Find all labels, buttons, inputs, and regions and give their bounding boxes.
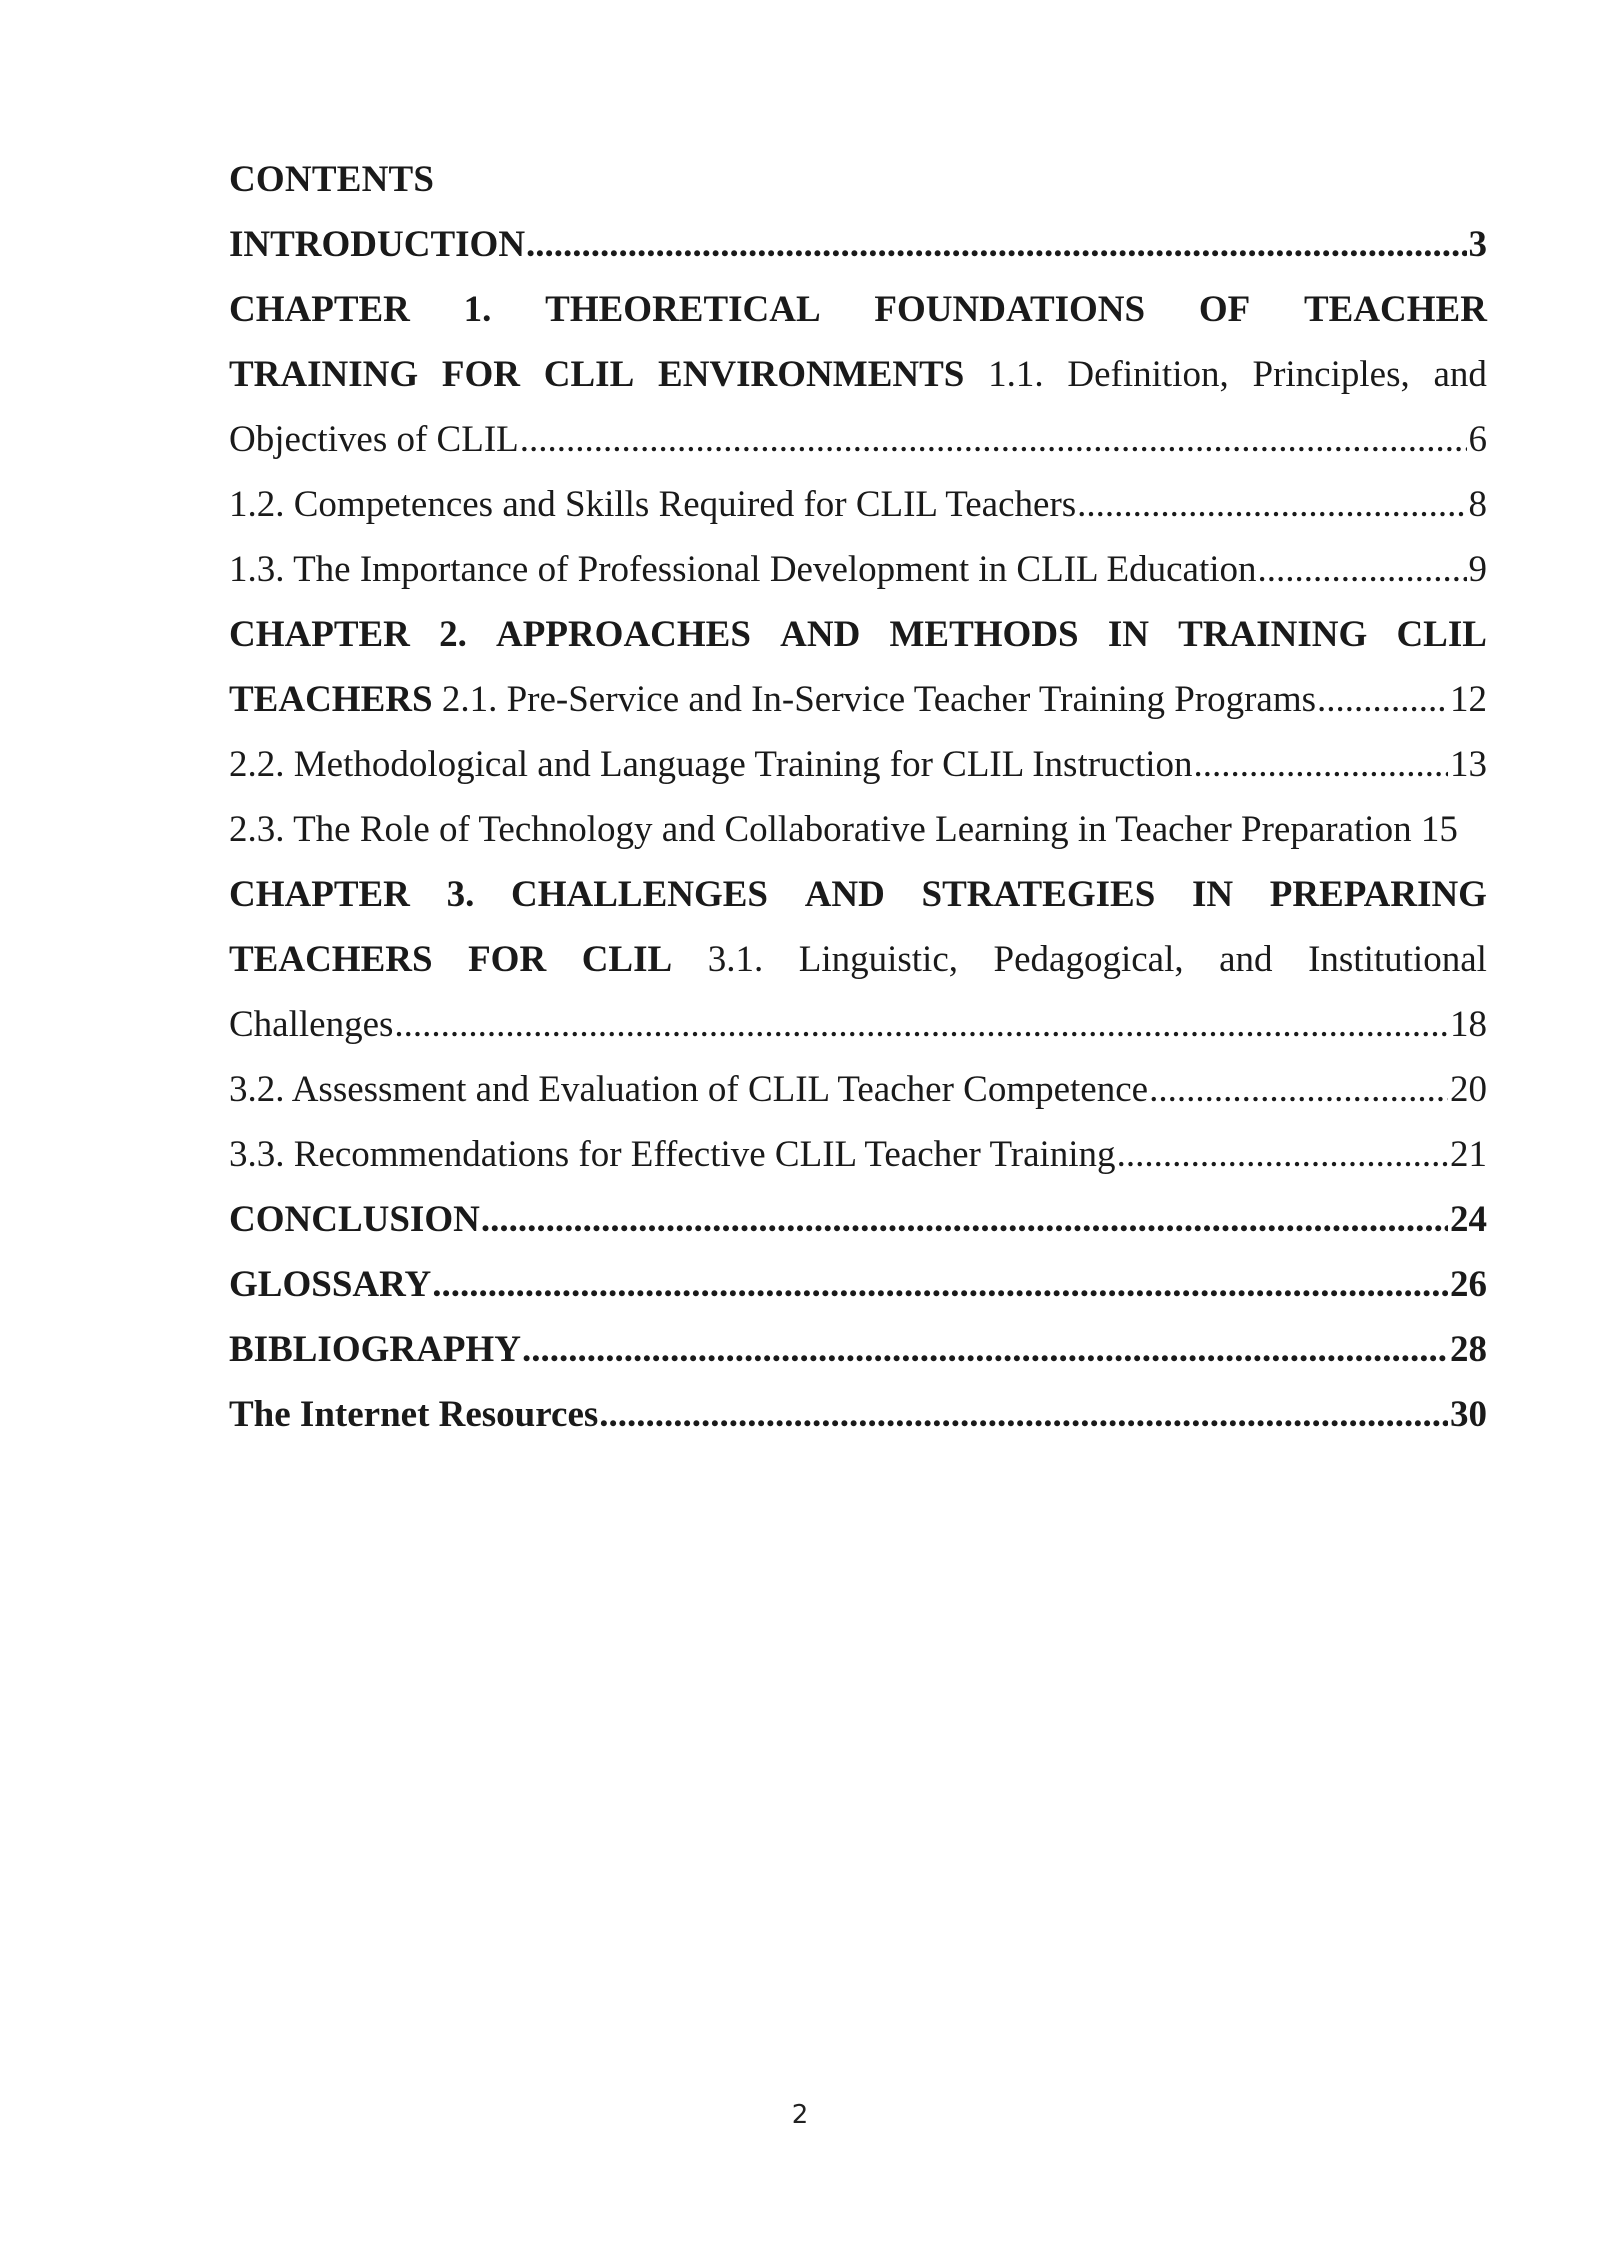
section-label: 2.1. Pre-Service and In-Service Teacher Training Programs [432, 679, 1317, 720]
toc-entry-glossary[interactable] [229, 1252, 1487, 1317]
toc-entry-page: 24 [1450, 1199, 1487, 1240]
title-word: CHAPTER [229, 874, 410, 915]
section-word: 3.1. [707, 939, 764, 980]
dot-leader [481, 1187, 1448, 1252]
dot-leader [599, 1382, 1448, 1447]
dot-leader [1077, 472, 1466, 537]
section-word: Linguistic, [798, 939, 959, 980]
toc-entry-page: 20 [1450, 1069, 1487, 1110]
toc-entry-2-2[interactable] [229, 732, 1487, 797]
title-word: 2. [439, 614, 467, 655]
toc-entry-3-1[interactable] [229, 992, 1487, 1057]
toc-entry-label: 3.3. Recommendations for Effective CLIL Teacher Training [229, 1134, 1116, 1175]
table-of-contents [229, 147, 1487, 1447]
title-word: FOUNDATIONS [874, 289, 1146, 330]
section-word: Definition, [1067, 354, 1229, 395]
dot-leader [394, 992, 1448, 1057]
toc-entry-label: INTRODUCTION [229, 224, 526, 265]
toc-entry-label: 1.2. Competences and Skills Required for CLIL Teachers [229, 484, 1077, 525]
chapter-2-title-end: TEACHERS [229, 679, 433, 720]
title-word: TRAINING [229, 354, 419, 395]
toc-entry-3-2[interactable] [229, 1057, 1487, 1122]
title-word: AND [804, 874, 885, 915]
title-word: IN [1191, 874, 1234, 915]
toc-entry-3-3[interactable] [229, 1122, 1487, 1187]
toc-entry-page: 6 [1468, 419, 1487, 460]
dot-leader [432, 1252, 1448, 1317]
toc-entry-conclusion[interactable] [229, 1187, 1487, 1252]
section-word: Principles, [1252, 354, 1410, 395]
dot-leader [526, 212, 1466, 277]
section-word: and [1219, 939, 1273, 980]
title-word: CLIL [1396, 614, 1487, 655]
title-word: CHALLENGES [511, 874, 769, 915]
toc-entry-page: 3 [1468, 224, 1487, 265]
toc-entry-label: Objectives of CLIL [229, 419, 519, 460]
title-word: 3. [446, 874, 475, 915]
toc-entry-page: 13 [1450, 744, 1487, 785]
toc-entry-label: BIBLIOGRAPHY [229, 1329, 521, 1370]
toc-entry-1-1[interactable] [229, 407, 1487, 472]
title-word: PREPARING [1269, 874, 1487, 915]
chapter-1-title-line-1[interactable] [229, 277, 1487, 342]
chapter-2-title-line-1[interactable] [229, 602, 1487, 667]
title-word: ENVIRONMENTS [658, 354, 965, 395]
title-word: IN [1107, 614, 1149, 655]
toc-entry-page: 30 [1450, 1394, 1487, 1435]
dot-leader [1258, 537, 1467, 602]
toc-entry-label: The Internet Resources [229, 1394, 599, 1435]
dot-leader [520, 407, 1467, 472]
title-word: METHODS [889, 614, 1079, 655]
title-word: CLIL [581, 939, 673, 980]
toc-entry-page: 9 [1468, 549, 1487, 590]
section-word: Pedagogical, [993, 939, 1184, 980]
toc-entry-label [229, 667, 1316, 732]
dot-leader [1117, 1122, 1448, 1187]
section-word: Institutional [1308, 939, 1487, 980]
chapter-1-title-line-2[interactable] [229, 342, 1487, 407]
title-word: TEACHER [1303, 289, 1487, 330]
toc-entry-page: 18 [1450, 1004, 1487, 1045]
dot-leader [1317, 667, 1448, 732]
dot-leader [1194, 732, 1448, 797]
dot-leader [1149, 1057, 1448, 1122]
chapter-3-title-line-1[interactable] [229, 862, 1487, 927]
toc-entry-label: 3.2. Assessment and Evaluation of CLIL Teacher Competence [229, 1069, 1149, 1110]
toc-entry-1-3[interactable] [229, 537, 1487, 602]
toc-entry-label: 2.2. Methodological and Language Training for CLIL Instruction [229, 744, 1193, 785]
title-word: TRAINING [1178, 614, 1368, 655]
toc-entry-label: CONCLUSION [229, 1199, 480, 1240]
toc-entry-2-1[interactable] [229, 667, 1487, 732]
dot-leader [522, 1317, 1448, 1382]
toc-entry-page: 12 [1450, 679, 1487, 720]
title-word: OF [1198, 289, 1251, 330]
title-word: CHAPTER [229, 289, 410, 330]
page-number: 2 [791, 2100, 809, 2130]
toc-entry-page: 26 [1450, 1264, 1487, 1305]
toc-entry-page: 8 [1468, 484, 1487, 525]
title-word: THEORETICAL [545, 289, 821, 330]
section-word: and [1433, 354, 1487, 395]
toc-entry-bibliography[interactable] [229, 1317, 1487, 1382]
toc-entry-page: 21 [1450, 1134, 1487, 1175]
toc-entry-label: 1.3. The Importance of Professional Development in CLIL Education [229, 549, 1257, 590]
title-word: AND [780, 614, 861, 655]
toc-entry-label: Challenges [229, 1004, 394, 1045]
title-word: FOR [441, 354, 521, 395]
toc-entry-page: 28 [1450, 1329, 1487, 1370]
toc-entry-1-2[interactable] [229, 472, 1487, 537]
title-word: APPROACHES [496, 614, 751, 655]
title-word: CLIL [543, 354, 635, 395]
contents-heading: CONTENTS [229, 159, 435, 200]
title-word: STRATEGIES [921, 874, 1156, 915]
title-word: FOR [468, 939, 547, 980]
toc-entry-internet-resources[interactable] [229, 1382, 1487, 1447]
toc-entry-label: GLOSSARY [229, 1264, 432, 1305]
title-word: CHAPTER [229, 614, 410, 655]
title-word: TEACHERS [229, 939, 433, 980]
chapter-3-title-line-2[interactable] [229, 927, 1487, 992]
title-word: 1. [463, 289, 492, 330]
section-word: 1.1. [988, 354, 1044, 395]
toc-entry-introduction[interactable] [229, 212, 1487, 277]
toc-entry-label: 2.3. The Role of Technology and Collaborative Learning in Teacher Preparation 15 [229, 809, 1458, 850]
toc-entry-2-3[interactable] [229, 797, 1487, 862]
